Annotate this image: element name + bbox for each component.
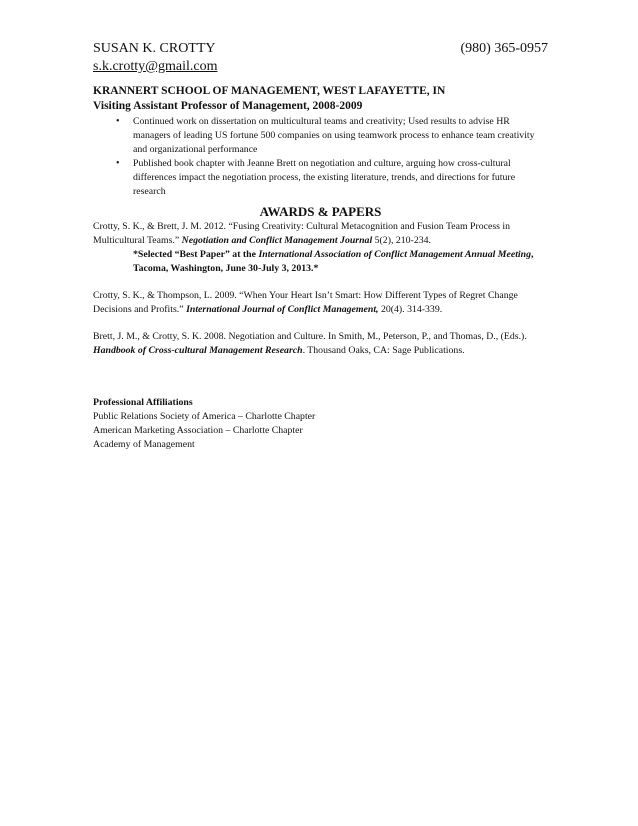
list-item: • Continued work on dissertation on multicultural teams and creativity; Used results to advise HR managers of leading US fortune 500 companies on using teamwork process to enhance team creativity and organizational performance bbox=[116, 116, 535, 155]
institution-heading: KRANNERT SCHOOL OF MANAGEMENT, WEST LAFAYETTE, IN bbox=[93, 85, 446, 97]
book-title: Handbook of Cross-cultural Management Research bbox=[93, 345, 303, 356]
journal-title: Negotiation and Conflict Management Journal bbox=[181, 235, 373, 246]
journal-title: International Journal of Conflict Management, bbox=[186, 304, 379, 315]
phone-number: (980) 365-0957 bbox=[460, 41, 548, 56]
experience-bullets bbox=[93, 115, 548, 199]
bullet-icon: • bbox=[116, 158, 120, 169]
candidate-name: SUSAN K. CROTTY bbox=[93, 41, 216, 56]
list-item: American Marketing Association – Charlotte Chapter bbox=[93, 425, 303, 436]
list-item: • Published book chapter with Jeanne Brett on negotiation and culture, arguing how cross-cultural differences impact the negotiation process, the existing literature, trends, and directions for future research bbox=[116, 158, 516, 197]
publication-entry: Crotty, S. K., & Brett, J. M. 2012. “Fusing Creativity: Cultural Metacognition and Fusion Team Process in Multicultural Teams.” Negotiation and Conflict Management Journal 5(2), 210-234. bbox=[93, 221, 511, 246]
list-item: Public Relations Society of America – Charlotte Chapter bbox=[93, 411, 316, 422]
role-title: Visiting Assistant Professor of Management, 2008-2009 bbox=[93, 100, 363, 112]
resume-page bbox=[93, 40, 548, 452]
bullet-icon: • bbox=[116, 116, 120, 127]
publication-entry: Crotty, S. K., & Thompson, L. 2009. “When Your Heart Isn’t Smart: How Different Types of Regret Change Decisions and Profits.” International Journal of Conflict Management, 20(4). 314-339. bbox=[93, 290, 518, 315]
publication-entry: Brett, J. M., & Crotty, S. K. 2008. Negotiation and Culture. In Smith, M., Peterson, P., and Thomas, D., (Eds.). Handbook of Cross-cultural Management Research. Thousand Oaks, CA: Sage Publications. bbox=[93, 331, 527, 356]
award-note: *Selected “Best Paper” at the International Association of Conflict Management Annual Meeting, Tacoma, Washington, June 30-July 3, 2013.* bbox=[133, 249, 534, 274]
list-item: Academy of Management bbox=[93, 439, 195, 450]
awards-section-title: AWARDS & PAPERS bbox=[259, 204, 382, 219]
email-link[interactable]: s.k.crotty@gmail.com bbox=[93, 59, 218, 74]
contact-header bbox=[93, 40, 548, 57]
affiliations-heading: Professional Affiliations bbox=[93, 397, 193, 408]
